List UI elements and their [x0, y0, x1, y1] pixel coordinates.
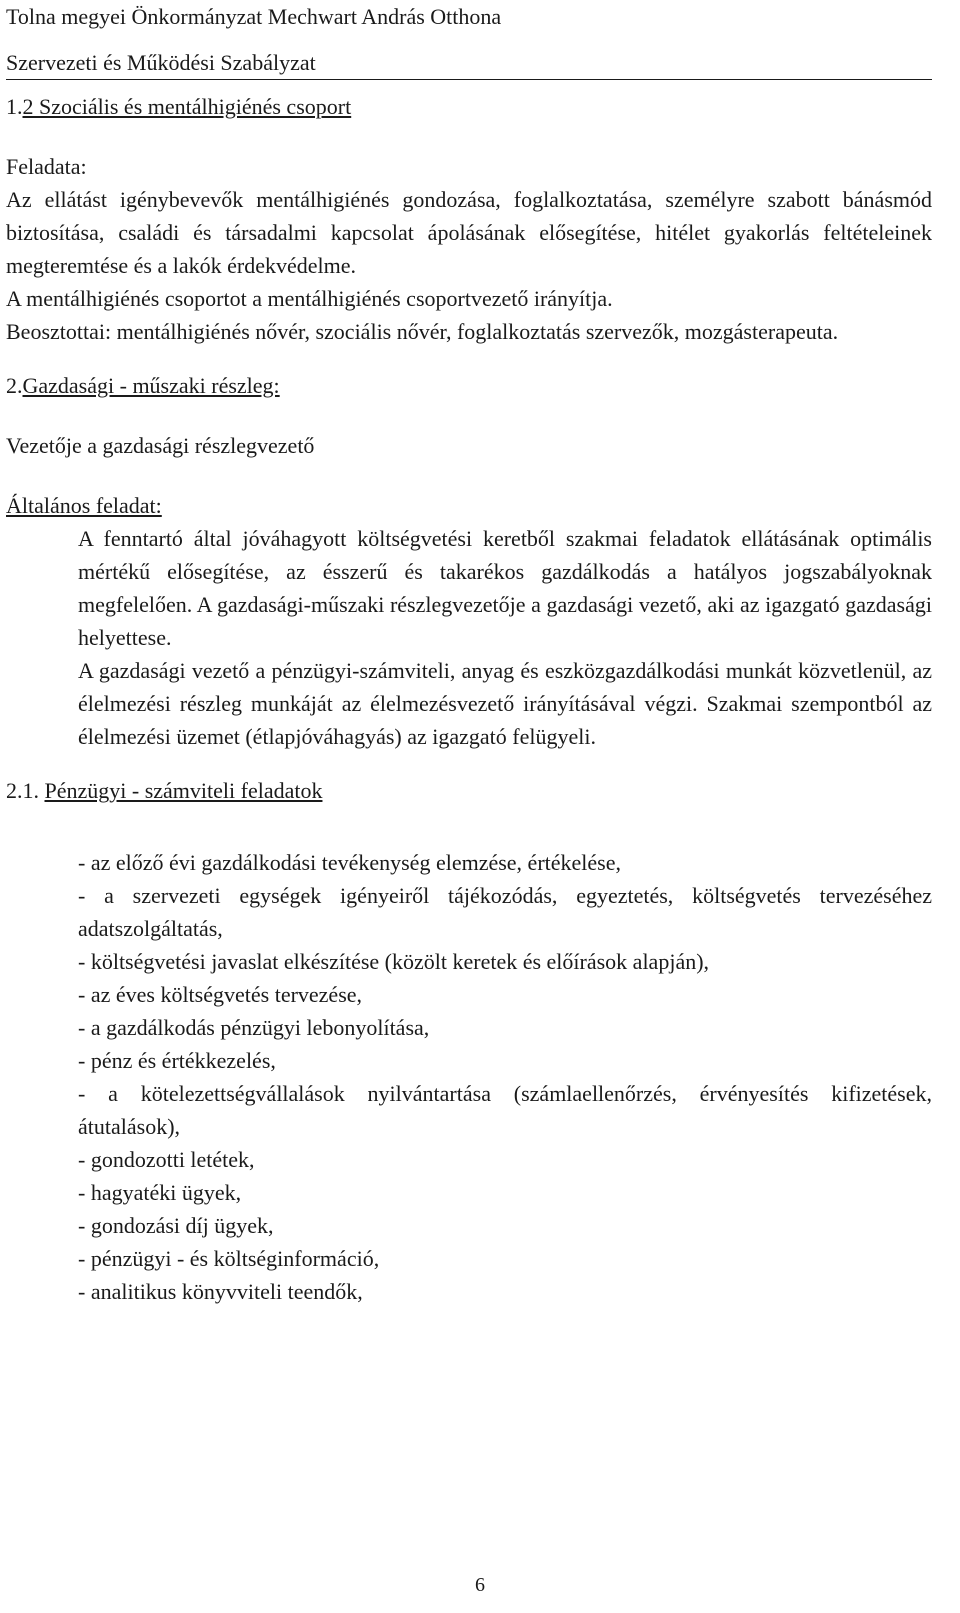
list-item: - hagyatéki ügyek,: [78, 1180, 242, 1205]
list-item: - a szervezeti egységek igényeiről tájékozódás, egyeztetés, költségvetés tervezéséhez adatszolgáltatás,: [78, 883, 932, 941]
list-item: - gondozási díj ügyek,: [78, 1213, 274, 1238]
section-1-2-leader-text: A mentálhigiénés csoportot a mentálhigiénés csoportvezető irányítja.: [6, 286, 613, 311]
list-item: - pénzügyi - és költséginformáció,: [78, 1246, 380, 1271]
header-institution: Tolna megyei Önkormányzat Mechwart András Otthona: [6, 4, 502, 29]
section-2-1-title: Pénzügyi - számviteli feladatok: [44, 778, 323, 803]
section-1-2-heading: [6, 90, 932, 123]
list-item: - gondozotti letétek,: [78, 1147, 255, 1172]
list-item: - az éves költségvetés tervezése,: [78, 982, 363, 1007]
section-2-heading: [6, 369, 932, 402]
section-1-2-task-label: Feladata:: [6, 154, 87, 179]
list-item: - a gazdálkodás pénzügyi lebonyolítása,: [78, 1015, 430, 1040]
list-item: - pénz és értékkezelés,: [78, 1048, 276, 1073]
section-1-2-staff-text: Beosztottai: mentálhigiénés nővér, szociális nővér, foglalkoztatás szervezők, mozgásterapeuta.: [6, 319, 839, 344]
section-2-general-p1: A fenntartó által jóváhagyott költségvetési keretből szakmai feladatok ellátásának optimális mértékű elősegítése, az ésszerű és takarékos gazdálkodás a hatályos jogszabályoknak megfelelően. A gazdasági-műszaki részlegvezetője a gazdasági vezető, aki az igazgató gazdasági helyettese.: [78, 526, 932, 650]
section-2-leader-text: Vezetője a gazdasági részlegvezető: [6, 433, 315, 458]
page-number: 6: [475, 1574, 485, 1596]
list-item: - analitikus könyvviteli teendők,: [78, 1279, 363, 1304]
page-header: [6, 0, 932, 80]
list-item: - az előző évi gazdálkodási tevékenység elemzése, értékelése,: [78, 850, 621, 875]
section-2-title: Gazdasági - műszaki részleg:: [22, 373, 280, 398]
section-2-1-heading: [6, 774, 932, 807]
header-document-title: Szervezeti és Működési Szabályzat: [6, 48, 932, 80]
section-2-general-p2: A gazdasági vezető a pénzügyi-számviteli, anyag és eszközgazdálkodási munkát közvetlenül, az élelmezési részleg munkáját az élelmezésvezető irányításával végzi. Szakmai szempontból az élelmezési üzemet (étlapjóváhagyás) az igazgató felügyeli.: [78, 658, 932, 749]
section-1-2-task-text: Az ellátást igénybevevők mentálhigiénés gondozása, foglalkoztatása, személyre szabott bánásmód biztosítása, családi és társadalmi kapcsolat ápolásának elősegítése, hitélet gyakorlás feltételeinek megteremtése és a lakók érdekvédelme.: [6, 187, 932, 278]
document-body: [6, 90, 932, 1330]
section-2-number: 2.: [6, 373, 23, 398]
list-item: - költségvetési javaslat elkészítése (közölt keretek és előírások alapján),: [78, 949, 710, 974]
section-2-general-label: Általános feladat:: [6, 493, 162, 518]
section-1-2-title: 2 Szociális és mentálhigiénés csoport: [22, 94, 352, 119]
section-1-2-number: 1.: [6, 94, 23, 119]
section-2-1-number: 2.1.: [6, 778, 39, 803]
section-2-1-task-list: [78, 846, 932, 1308]
list-item: - a kötelezettségvállalások nyilvántartása (számlaellenőrzés, érvényesítés kifizetések, átutalások),: [78, 1081, 932, 1139]
